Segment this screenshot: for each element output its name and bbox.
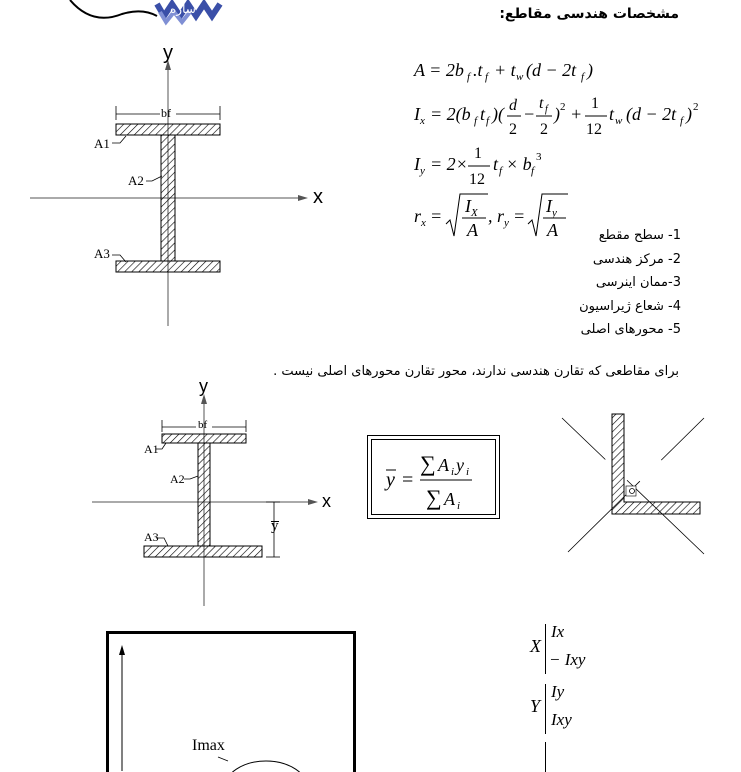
x-point-ixy: − Ixy [549, 650, 585, 670]
mohr-point-x [530, 620, 630, 676]
svg-text:t: t [493, 154, 499, 174]
ix-formula [413, 95, 699, 138]
unsymmetric-i-section-figure [80, 370, 350, 610]
y-axis-label-2: y [199, 376, 208, 397]
imax-label [192, 737, 225, 755]
list-item: 3-ممان اینرسی [579, 271, 681, 295]
svg-text:I: I [464, 196, 472, 216]
svg-text:x: x [420, 217, 426, 229]
logo-text: سازه [170, 2, 196, 16]
svg-text:=: = [402, 469, 413, 491]
svg-text:(d − 2t: (d − 2t [526, 60, 577, 81]
mohr-circle-figure [106, 631, 356, 771]
list-item: 1- سطح مقطع [579, 224, 681, 248]
i-section-drawing [0, 0, 360, 340]
svg-text:y: y [503, 217, 509, 229]
i-section-figure [0, 0, 360, 340]
svg-text:= 2×: = 2× [430, 154, 468, 174]
svg-text:−: − [523, 104, 535, 124]
properties-list [579, 224, 681, 342]
iy-formula [413, 145, 542, 188]
a3-label: A3 [94, 246, 110, 262]
svg-text:=: = [430, 206, 442, 226]
svg-text:i: i [466, 466, 469, 478]
svg-text:(d − 2t: (d − 2t [626, 104, 677, 125]
angle-section-figure [556, 410, 716, 560]
svg-text:t: t [539, 95, 544, 112]
y-point-iy: Iy [551, 682, 564, 702]
a1-label-2: A1 [144, 442, 159, 457]
svg-text:f: f [531, 165, 536, 177]
svg-text:f: f [499, 165, 504, 177]
svg-text:f: f [474, 115, 479, 127]
bf-label-2: bf [198, 419, 207, 431]
list-item: 5- محورهای اصلی [579, 318, 681, 342]
list-item: 2- مرکز هندسی [579, 248, 681, 272]
svg-text:+: + [570, 104, 582, 124]
mohr-circle-drawing [106, 631, 356, 771]
svg-text:12: 12 [586, 121, 602, 138]
symmetry-note: برای مقاطعی که تقارن هندسی ندارند، محور تقارن محورهای اصلی نیست . [273, 364, 679, 379]
unsymmetric-section-drawing [80, 370, 350, 610]
svg-text:y: y [551, 207, 557, 219]
imax-text: Imax [192, 737, 225, 754]
svg-text:f: f [467, 71, 472, 83]
svg-text:f: f [581, 71, 586, 83]
svg-text:): ) [685, 104, 692, 125]
svg-text:+ t: + t [494, 60, 517, 80]
ybar-label: y [271, 518, 279, 535]
area-formula [413, 60, 593, 83]
formula-drawing [410, 52, 710, 252]
svg-text:f: f [486, 115, 491, 127]
svg-text:2: 2 [560, 101, 566, 113]
page-title: مشخصات هندسی مقاطع: [499, 6, 679, 22]
svg-text:): ) [586, 60, 593, 81]
svg-text:)(: )( [491, 104, 505, 125]
svg-text:.t: .t [473, 60, 484, 80]
svg-text:A: A [437, 455, 450, 475]
svg-text:= 2(b: = 2(b [430, 104, 471, 125]
svg-text:A: A [466, 220, 479, 240]
svg-text:12: 12 [469, 171, 485, 188]
svg-text:∑: ∑ [420, 451, 436, 476]
svg-text:, r: , r [488, 206, 505, 226]
x-point-ix: Ix [551, 622, 564, 642]
svg-text:I: I [413, 154, 421, 174]
bf-label: bf [161, 106, 171, 121]
svg-text:1: 1 [591, 95, 599, 112]
list-item: 4- شعاع ژیراسیون [579, 295, 681, 319]
x-point-label: X [530, 636, 541, 657]
ybar-overline [271, 521, 279, 522]
radius-formula [414, 194, 568, 240]
a3-label-2: A3 [144, 530, 159, 545]
svg-text:w: w [615, 115, 623, 127]
svg-text:i: i [457, 500, 460, 512]
svg-text:X: X [470, 207, 479, 219]
svg-text:=: = [513, 206, 525, 226]
svg-text:t: t [609, 104, 615, 124]
mohr-axis-stub [545, 742, 546, 772]
svg-text:f: f [485, 71, 490, 83]
centroid-formula [368, 436, 501, 520]
svg-text:∑: ∑ [426, 485, 442, 510]
section-formulas [410, 52, 710, 252]
svg-text:2: 2 [509, 121, 517, 138]
svg-text:y: y [384, 469, 395, 491]
svg-text:t: t [480, 104, 486, 124]
y-point-bracket [545, 684, 546, 734]
svg-text:A: A [443, 489, 456, 509]
centroid-formula-box [367, 435, 500, 519]
a1-label: A1 [94, 136, 110, 152]
svg-text:× b: × b [506, 154, 532, 174]
svg-text:i: i [451, 466, 454, 478]
svg-text:y: y [454, 455, 464, 475]
angle-section-drawing [556, 410, 716, 560]
a2-label: A2 [128, 173, 144, 189]
svg-text:f: f [680, 115, 685, 127]
x-axis-label: x [313, 186, 323, 209]
a2-label-2: A2 [170, 472, 185, 487]
svg-text:d: d [509, 97, 518, 114]
svg-text:A: A [546, 220, 559, 240]
svg-text:x: x [419, 115, 425, 127]
svg-text:f: f [545, 104, 549, 115]
y-point-ixy: Ixy [551, 710, 572, 730]
mohr-point-y [530, 680, 630, 736]
svg-text:A = 2b: A = 2b [413, 60, 464, 80]
svg-text:I: I [545, 196, 553, 216]
svg-text:r: r [414, 206, 422, 226]
svg-text:2: 2 [540, 121, 548, 138]
svg-text:): ) [553, 104, 560, 125]
svg-text:I: I [413, 104, 421, 124]
svg-text:y: y [419, 165, 425, 177]
y-point-label: Y [530, 696, 540, 717]
x-point-bracket [545, 624, 546, 674]
y-axis-label: y [163, 42, 173, 65]
svg-text:3: 3 [536, 151, 542, 163]
svg-text:1: 1 [474, 145, 482, 162]
x-axis-label-2: x [322, 491, 331, 512]
svg-text:2: 2 [693, 101, 699, 113]
svg-text:w: w [516, 71, 524, 83]
